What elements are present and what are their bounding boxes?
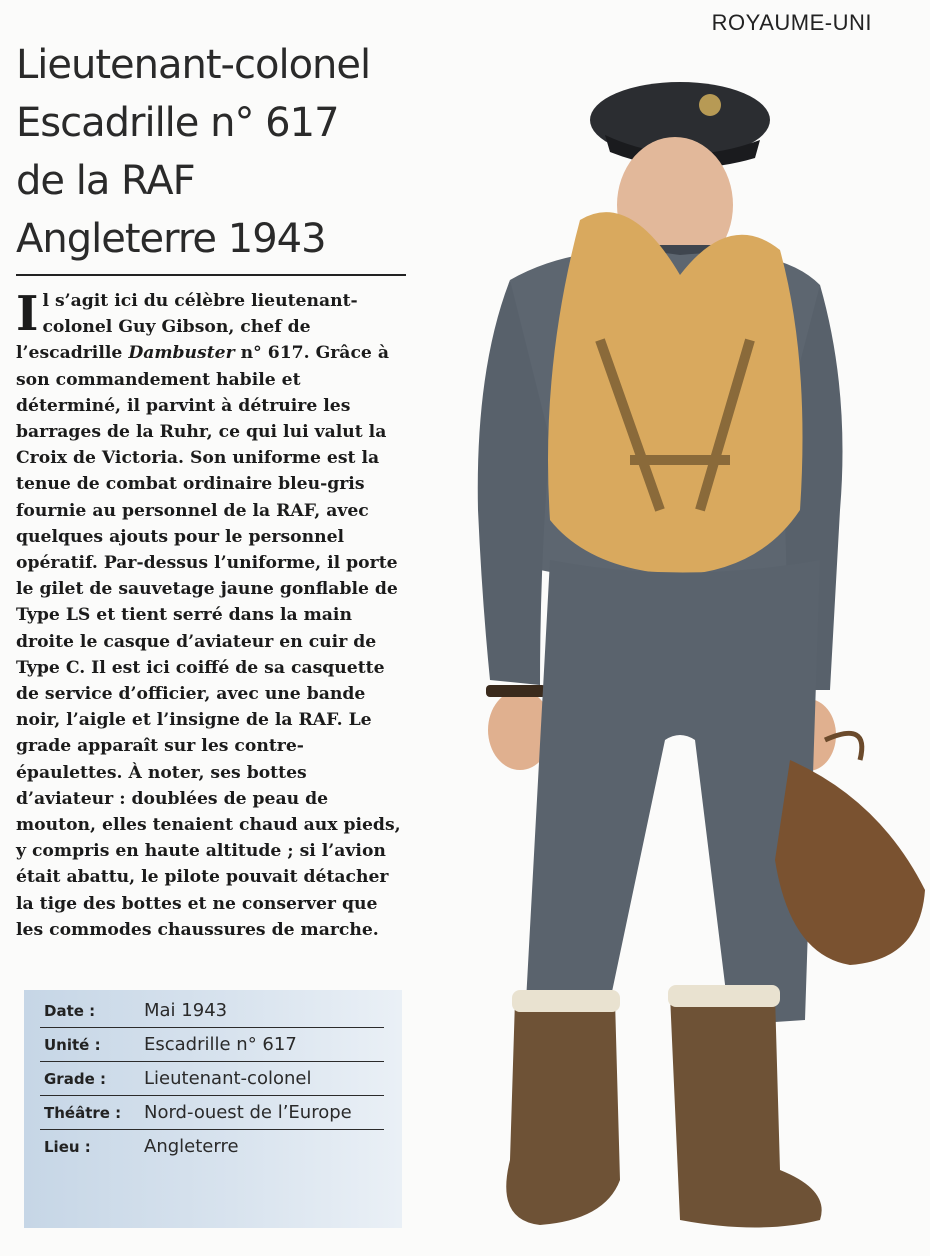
raf-badge-icon (699, 94, 721, 116)
fact-value: Mai 1943 (144, 1000, 228, 1021)
fact-value: Escadrille n° 617 (144, 1034, 297, 1055)
fact-row-theatre (24, 1096, 384, 1130)
description-part-1: l s’agit ici du célèbre lieutenant-colonel Guy Gibson, chef de l’escadrille (16, 291, 358, 364)
wristwatch (486, 685, 546, 697)
fact-label: Date : (44, 1002, 96, 1020)
boot-fleece-trim (668, 985, 780, 1007)
page-title (16, 36, 406, 268)
title-divider (16, 274, 406, 276)
title-line-1: Lieutenant-colonel (16, 42, 371, 88)
description-paragraph (16, 288, 408, 943)
title-line-3: de la RAF (16, 158, 195, 204)
fact-row-date (24, 994, 384, 1028)
fact-row-grade (24, 1062, 384, 1096)
drop-cap: I (16, 286, 39, 342)
facts-panel (24, 990, 402, 1228)
fact-value: Angleterre (144, 1136, 239, 1157)
title-line-2: Escadrille n° 617 (16, 100, 339, 146)
title-line-4: Angleterre 1943 (16, 216, 326, 262)
left-flying-boot (670, 995, 822, 1228)
description-part-2: n° 617. Grâce à son commandement habile et déterminé, il parvint à détruire les barrages de la Ruhr, ce qui lui valut la Croix de Victoria. Son uniforme est la tenue de combat ordinaire bleu-gris fournie au personnel de la RAF, avec quelques ajouts pour le personnel opératif. Par-dessus l’uniforme, il porte le gilet de sauvetage jaune gonflable de Type LS et tient serré dans la main droite le casque d’aviateur en cuir de Type C. Il est ici coiffé de sa casquette de service d’officier, avec une bande noir, l’aigle et l’insigne de la RAF. Le grade apparaît sur les contre-épaulettes. À noter, ses bottes d’aviateur : doublées de peau de mouton, elles tenaient chaud aux pieds, y compris en haute altitude ; si l’avion était abattu, le pilote pouvait détacher la tige des bottes et ne conserver que les commodes chaussures de marche. (16, 343, 401, 940)
fact-row-place (24, 1130, 384, 1164)
fact-value: Nord-ouest de l’Europe (144, 1102, 352, 1123)
right-flying-boot (506, 1000, 620, 1225)
fact-value: Lieutenant-colonel (144, 1068, 312, 1089)
fact-row-unit (24, 1028, 384, 1062)
uniform-trousers (525, 560, 820, 1025)
fact-label: Théâtre : (44, 1104, 122, 1122)
boot-fleece-trim (512, 990, 620, 1012)
fact-label: Unité : (44, 1036, 101, 1054)
raf-officer-illustration (430, 40, 930, 1256)
fact-label: Lieu : (44, 1138, 91, 1156)
country-label: ROYAUME-UNI (711, 10, 872, 35)
fact-label: Grade : (44, 1070, 106, 1088)
description-emphasis: Dambuster (128, 343, 235, 364)
